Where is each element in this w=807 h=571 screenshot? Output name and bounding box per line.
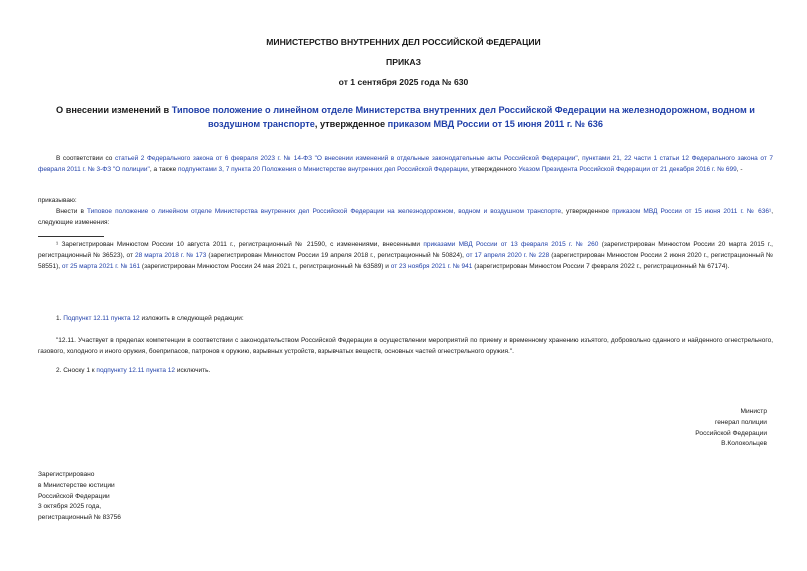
title-text: , утвержденное [314,119,388,129]
item-text: исключить. [175,367,211,374]
footnote-link-order-228[interactable]: от 17 апреля 2020 г. № 228 [465,251,550,259]
order-text: , следующие изменения: [38,208,774,226]
preamble-text: В соответствии со [56,155,115,162]
preamble-text: , утвержденного [467,165,519,173]
preamble-link-police-law[interactable]: пунктами 21, 22 части 1 статьи 12 Федерального закона от 7 февраля 2011 г. № 3-ФЗ "О полиции" [38,155,773,173]
registration-block [38,470,121,524]
registration-line: 3 октября 2025 года, [38,503,102,511]
item-text: 2. Сноску 1 к [56,367,97,374]
signature-line: Министр [740,408,767,415]
preamble-text: , а также [149,165,179,173]
preamble-paragraph [38,154,773,176]
order-link-order-636[interactable]: приказом МВД России от 15 июня 2011 г. № 636 [612,208,770,215]
footnote-link-order-161[interactable]: от 25 марта 2021 г. № 161 [61,262,141,270]
footnote-link-order-260[interactable]: приказами МВД России от 13 февраля 2015 г. № 260 [423,241,599,248]
registration-line: регистрационный № 83756 [38,514,121,522]
preamble-link-fz14[interactable]: статьей 2 Федерального закона от 6 февраля 2023 г. № 14-ФЗ "О внесении изменений в отдельные законодательные акты Российской Федерации" [115,155,578,162]
signature-line: генерал полиции [714,418,767,426]
registration-line: Российской Федерации [38,492,110,500]
order-paragraph [38,207,773,229]
item-text: 1. [56,315,64,322]
footnote-text: (зарегистрирован Минюстом России 24 мая 2021 г., регистрационный № 63589) и [140,262,391,270]
signature-line: В.Колокольцев [721,440,767,448]
registration-line: Зарегистрировано [38,471,95,478]
footnote-text: (зарегистрирован Минюстом России 19 апреля 2018 г., регистрационный № 50824), [206,251,466,259]
preamble-link-decree[interactable]: Указом Президента Российской Федерации от 21 декабря 2016 г. № 699 [518,165,737,173]
footnote-text: ¹ Зарегистрирован Минюстом России 10 августа 2011 г., регистрационный № 21590, с изменениями, внесенными [56,241,424,248]
item-2-link-subpoint[interactable]: подпункту 12.11 пункта 12 [96,367,176,374]
registration-line: в Министерстве юстиции [38,481,115,489]
footnote-text: (зарегистрирован Минюстом России 7 февраля 2022 г., регистрационный № 67174). [472,262,730,270]
footnote-text: (зарегистрирован Минюстом России 2 июня 2020 г., регистрационный № 58551), [38,251,773,270]
signature-block [695,407,767,450]
footnote-text: (зарегистрирован Минюстом России 20 марта 2015 г., регистрационный № 36523), от [38,241,773,259]
order-link-regulation[interactable]: Типовое положение о линейном отделе Министерства внутренних дел Российской Федерации на железнодорожном, водном и воздушном транспорте [86,208,562,215]
item-1 [38,314,773,325]
doc-date-number: от 1 сентября 2025 года № 630 [338,77,469,87]
order-text: Внести в [56,208,87,215]
footnote-link-order-173[interactable]: 28 марта 2018 г. № 173 [134,251,207,259]
preamble-text: , - [736,165,743,173]
doc-type-heading: ПРИКАЗ [386,57,421,67]
footnote-divider [38,236,104,237]
ministry-heading: МИНИСТЕРСТВО ВНУТРЕННИХ ДЕЛ РОССИЙСКОЙ ФЕДЕРАЦИИ [266,37,541,47]
preamble-link-subpoints[interactable]: подпунктами 3, 7 пункта 20 Положения о Министерстве внутренних дел Российской Федерации [178,165,468,173]
title-link-order[interactable]: приказом МВД России от 15 июня 2011 г. № 636 [387,119,603,129]
document-title [38,103,773,131]
item-2 [38,366,773,377]
order-text: , утвержденное [561,208,613,215]
footnote-link-order-941[interactable]: от 23 ноября 2021 г. № 941 [390,262,473,270]
footnote-paragraph [38,240,773,272]
quoted-subpoint: "12.11. Участвует в пределах компетенции в соответствии с законодательством Российской Федерации в осуществлении мероприятий по приему и временному хранению изъятого, добровольно сданного и найденного огнестрельного, газового, холодного и иного оружия, боеприпасов, патронов к оружию, взрывных устройств, взрывчатых веществ, основных частей огнестрельного оружия.". [38,337,773,355]
signature-line: Российской Федерации [695,429,767,437]
footnote-ref[interactable]: ¹ [769,208,772,215]
title-link-regulation[interactable]: Типовое положение о линейном отделе Министерства внутренних дел Российской Федерации на железнодорожном, водном и воздушном транспорте [171,105,755,129]
item-text: изложить в следующей редакции: [139,315,244,322]
order-word: приказываю: [38,197,77,204]
title-text: О внесении изменений в [56,105,172,115]
preamble-text: , [577,155,583,162]
item-1-link-subpoint[interactable]: Подпункт 12.11 пункта 12 [63,315,140,322]
